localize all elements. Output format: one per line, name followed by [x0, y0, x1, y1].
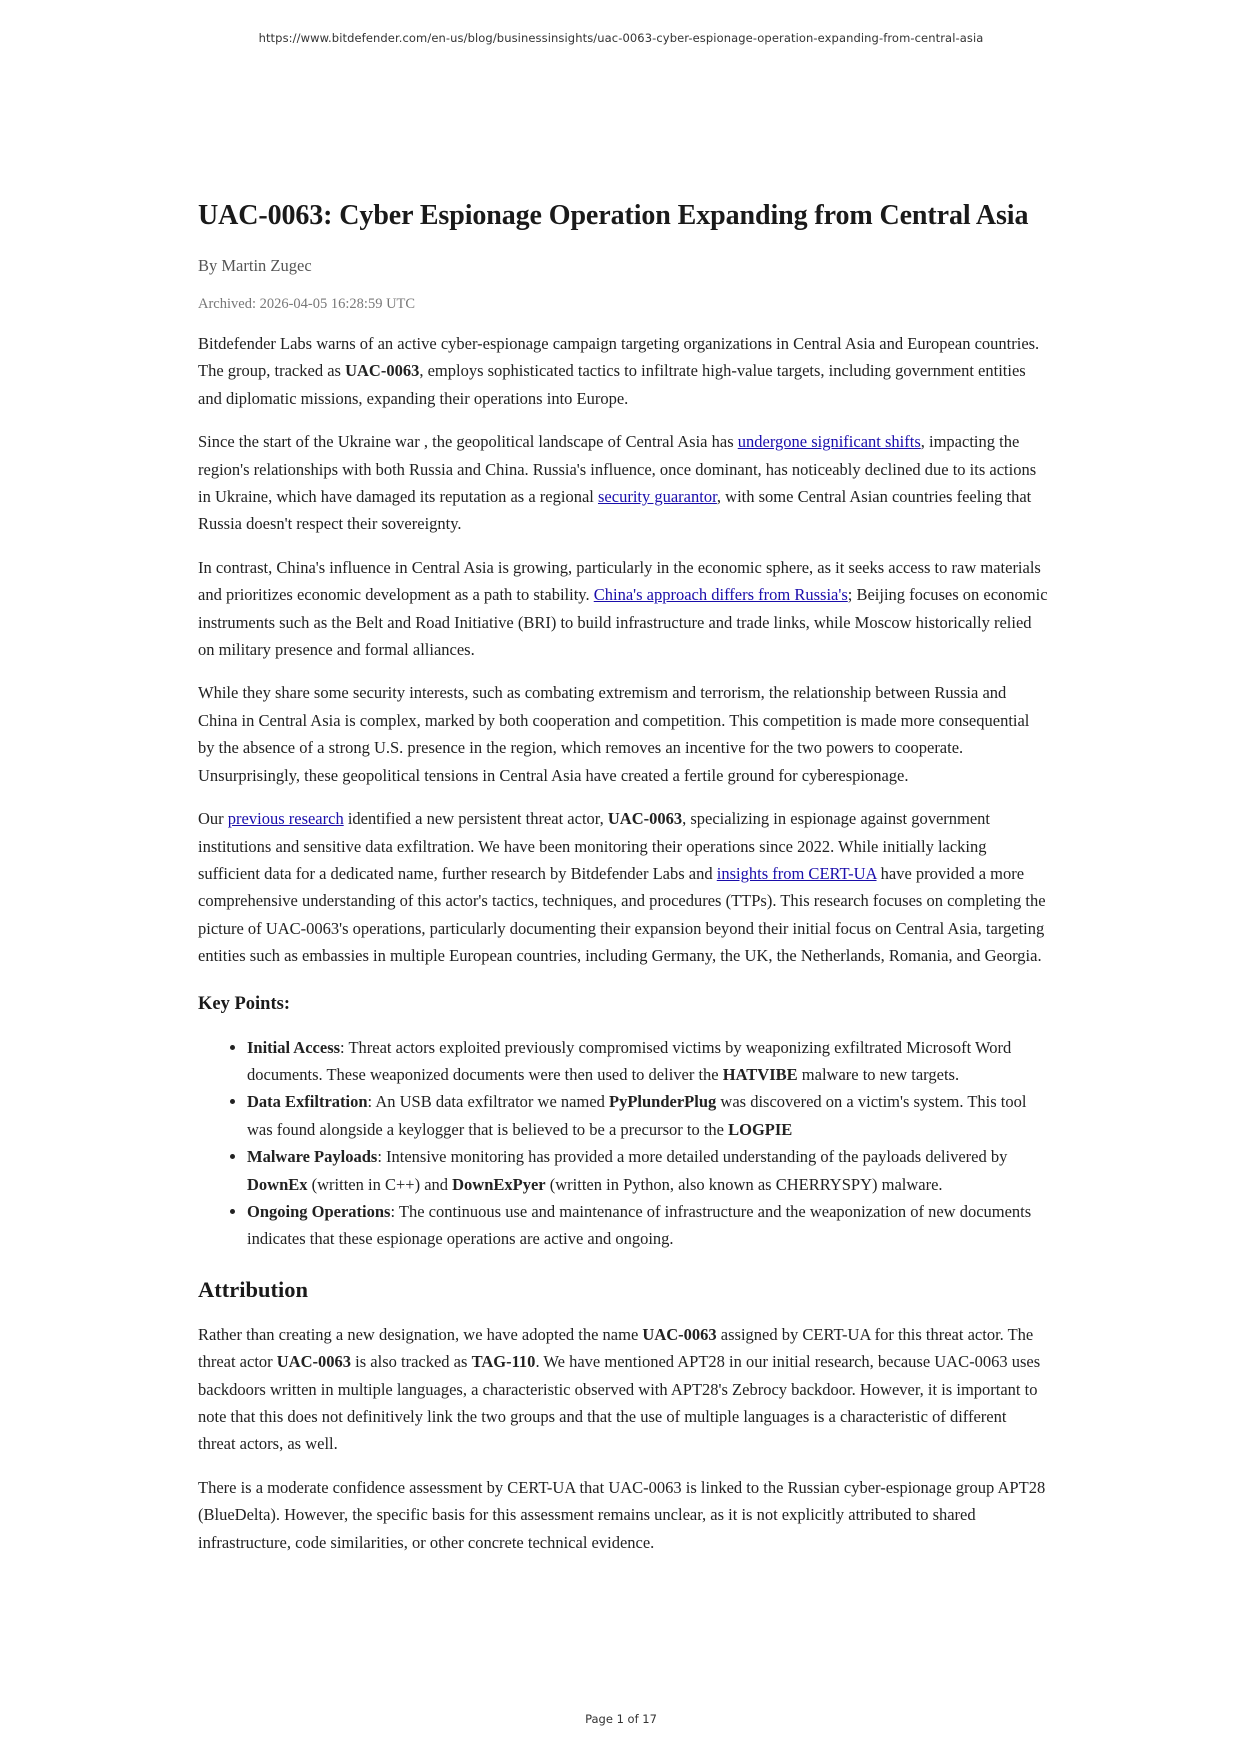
attribution-heading: Attribution	[198, 1276, 309, 1302]
actor-name-bold: UAC-0063	[345, 361, 420, 381]
link-insights-cert-ua[interactable]: insights from CERT-UA	[716, 863, 877, 883]
paragraph-china-influence: In contrast, China's influence in Central Asia is growing, particularly in the economic sphere, as it seeks access to raw materials and prioritizes economic development as a path to stability. China's approach differs from Russia's; Beijing focuses on economic instruments such as the Belt and Road Initiative (BRI) to build infrastructure and trade links, while Moscow historically relied on military presence and formal alliances.	[198, 557, 1048, 660]
list-item: • Data Exfiltration: An USB data exfiltrator we named PyPlunderPlug was discovered on a victim's system. This tool was found alongside a keylogger that is believed to be a precursor to the LOGPIE	[247, 1088, 1048, 1143]
link-previous-research[interactable]: previous research	[227, 809, 344, 829]
archived-timestamp: Archived: 2026-04-05 16:28:59 UTC	[198, 296, 416, 312]
actor-name-bold: UAC-0063	[607, 809, 683, 829]
link-china-approach[interactable]: China's approach differs from Russia's	[593, 585, 848, 605]
paragraph-intro: Bitdefender Labs warns of an active cyber-espionage campaign targeting organizations in Central Asia and European countries. The group, tracked as UAC-0063, employs sophisticated tactics to infiltrate high-value targets, including government entities and diplomatic missions, expanding their operations into Europe.	[198, 334, 1040, 408]
paragraph-previous-research: Our previous research identified a new persistent threat actor, UAC-0063, specializing in espionage against government institutions and sensitive data exfiltration. We have been monitoring their operations since 2022. While initially lacking sufficient data for a dedicated name, further research by Bitdefender Labs and insights from CERT-UA have provided a more comprehensive understanding of this actor's tactics, techniques, and procedures (TTPs). This research focuses on completing the picture of UAC-0063's operations, particularly documenting their expansion beyond their initial focus on Central Asia, targeting entities such as embassies in multiple European countries, including Germany, the UK, the Netherlands, Romania, and Georgia.	[198, 809, 1046, 966]
page-url-header: https://www.bitdefender.com/en-us/blog/businessinsights/uac-0063-cyber-espionage-operation-expanding-from-central-asia	[258, 31, 984, 45]
paragraph-attribution-name: Rather than creating a new designation, we have adopted the name UAC-0063 assigned by CERT-UA for this threat actor. The threat actor UAC-0063 is also tracked as TAG-110. We have mentioned APT28 in our initial research, because UAC-0063 uses backdoors written in multiple languages, a characteristic observed with APT28's Zebrocy backdoor. However, it is important to note that this does not definitively link the two groups and that the use of multiple languages is a characteristic of different threat actors, as well.	[198, 1324, 1041, 1454]
key-points-heading: Key Points:	[198, 993, 290, 1014]
paragraph-cert-ua-assessment: There is a moderate confidence assessment by CERT-UA that UAC-0063 is linked to the Russian cyber-espionage group APT28 (BlueDelta). However, the specific basis for this assessment remains unclear, as it is not explicitly attributed to shared infrastructure, code similarities, or other concrete technical evidence.	[198, 1477, 1046, 1552]
list-item: • Initial Access: Threat actors exploited previously compromised victims by weaponizing exfiltrated Microsoft Word documents. These weaponized documents were then used to deliver the HATVIBE malware to new targets.	[247, 1034, 1048, 1089]
link-security-guarantor[interactable]: security guarantor	[598, 487, 717, 507]
article	[198, 196, 1048, 1572]
link-undergone-significant-shifts[interactable]: undergone significant shifts	[737, 432, 921, 452]
author-byline: By Martin Zugec	[198, 256, 312, 275]
paragraph-ukraine-war: Since the start of the Ukraine war , the geopolitical landscape of Central Asia has undergone significant shifts, impacting the region's relationships with both Russia and China. Russia's influence, once dominant, has noticeably declined due to its actions in Ukraine, which have damaged its reputation as a regional security guarantor, with some Central Asian countries feeling that Russia doesn't respect their sovereignty.	[198, 432, 1037, 534]
list-item: • Malware Payloads: Intensive monitoring has provided a more detailed understanding of the payloads delivered by DownEx (written in C++) and DownExPyer (written in Python, also known as CHERRYSPY) malware.	[247, 1143, 1048, 1198]
paragraph-russia-china-relations: While they share some security interests, such as combating extremism and terrorism, the relationship between Russia and China in Central Asia is complex, marked by both cooperation and competition. This competition is made more consequential by the absence of a strong U.S. presence in the region, which removes an incentive for the two powers to cooperate. Unsurprisingly, these geopolitical tensions in Central Asia have created a fertile ground for cyberespionage.	[198, 683, 1030, 785]
article-title: UAC-0063: Cyber Espionage Operation Expanding from Central Asia	[198, 200, 1029, 231]
list-item: • Ongoing Operations: The continuous use and maintenance of infrastructure and the weaponization of new documents indicates that these espionage operations are active and ongoing.	[247, 1198, 1048, 1253]
key-points-list	[198, 1034, 1048, 1253]
page-number: Page 1 of 17	[585, 1712, 657, 1726]
